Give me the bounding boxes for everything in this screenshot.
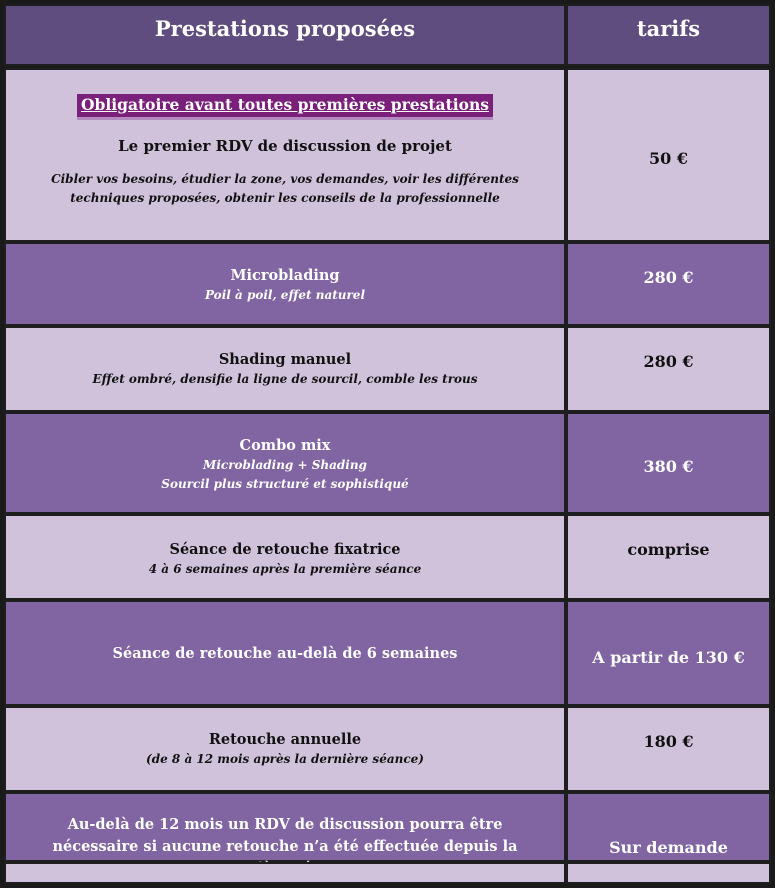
service-title: Séance de retouche au-delà de 6 semaines bbox=[112, 645, 458, 662]
mandatory-badge: Obligatoire avant toutes premières prestations bbox=[77, 94, 493, 120]
price-value: comprise bbox=[627, 540, 710, 559]
price-value: Sur demande bbox=[609, 838, 728, 857]
price-value: 280 € bbox=[643, 352, 694, 371]
service-cell-combo bbox=[4, 412, 566, 514]
price-value: A partir de 130 € bbox=[592, 647, 745, 667]
service-description-extra: Sourcil plus structuré et sophistiqué bbox=[161, 477, 409, 491]
header-services-cell bbox=[4, 4, 566, 66]
service-cell-annual-touchup bbox=[4, 706, 566, 792]
price-value: 180 € bbox=[643, 732, 694, 751]
service-title: Shading manuel bbox=[218, 351, 352, 368]
price-cell-microblading bbox=[566, 242, 771, 326]
table-footer-strip-price bbox=[566, 862, 771, 884]
service-title: Au-delà de 12 mois un RDV de discussion pourra être nécessaire si aucune retouche n’a été effectuée depuis la bbox=[52, 816, 518, 855]
service-description: Microblading + Shading bbox=[203, 458, 367, 472]
service-description: 4 à 6 semaines après la première séance bbox=[148, 562, 422, 576]
service-cell-shading bbox=[4, 326, 566, 412]
header-prices-cell bbox=[566, 4, 771, 66]
service-title: Séance de retouche fixatrice bbox=[169, 541, 401, 558]
service-cell-consultation bbox=[4, 68, 566, 242]
service-description: Effet ombré, densifie la ligne de sourcil, comble les trous bbox=[92, 372, 478, 386]
price-cell-late-touchup bbox=[566, 600, 771, 706]
price-cell-shading bbox=[566, 326, 771, 412]
price-cell-consultation bbox=[566, 68, 771, 242]
service-title: Combo mix bbox=[239, 437, 331, 454]
price-value: 50 € bbox=[649, 148, 688, 168]
price-cell-annual-touchup bbox=[566, 706, 771, 792]
header-services-label: Prestations proposées bbox=[154, 16, 416, 41]
table-footer-strip bbox=[4, 862, 566, 884]
service-description: (de 8 à 12 mois après la dernière séance) bbox=[146, 752, 424, 766]
header-prices-label: tarifs bbox=[636, 16, 701, 41]
service-cell-fixing-touchup bbox=[4, 514, 566, 600]
price-cell-fixing-touchup bbox=[566, 514, 771, 600]
service-description: Cibler vos besoins, étudier la zone, vos demandes, voir les différentes techniques proposées, obtenir les conseils de la professionnelle bbox=[51, 172, 519, 205]
price-value: 280 € bbox=[643, 268, 694, 287]
price-value: 380 € bbox=[643, 456, 694, 476]
price-cell-over-12-months bbox=[566, 792, 771, 862]
service-title: Le premier RDV de discussion de projet bbox=[118, 137, 452, 155]
service-title: Microblading bbox=[230, 267, 340, 284]
service-cell-microblading bbox=[4, 242, 566, 326]
service-description: Poil à poil, effet naturel bbox=[204, 288, 366, 302]
service-cell-late-touchup bbox=[4, 600, 566, 706]
service-cell-over-12-months bbox=[4, 792, 566, 862]
price-cell-combo bbox=[566, 412, 771, 514]
service-title: Retouche annuelle bbox=[208, 731, 362, 748]
